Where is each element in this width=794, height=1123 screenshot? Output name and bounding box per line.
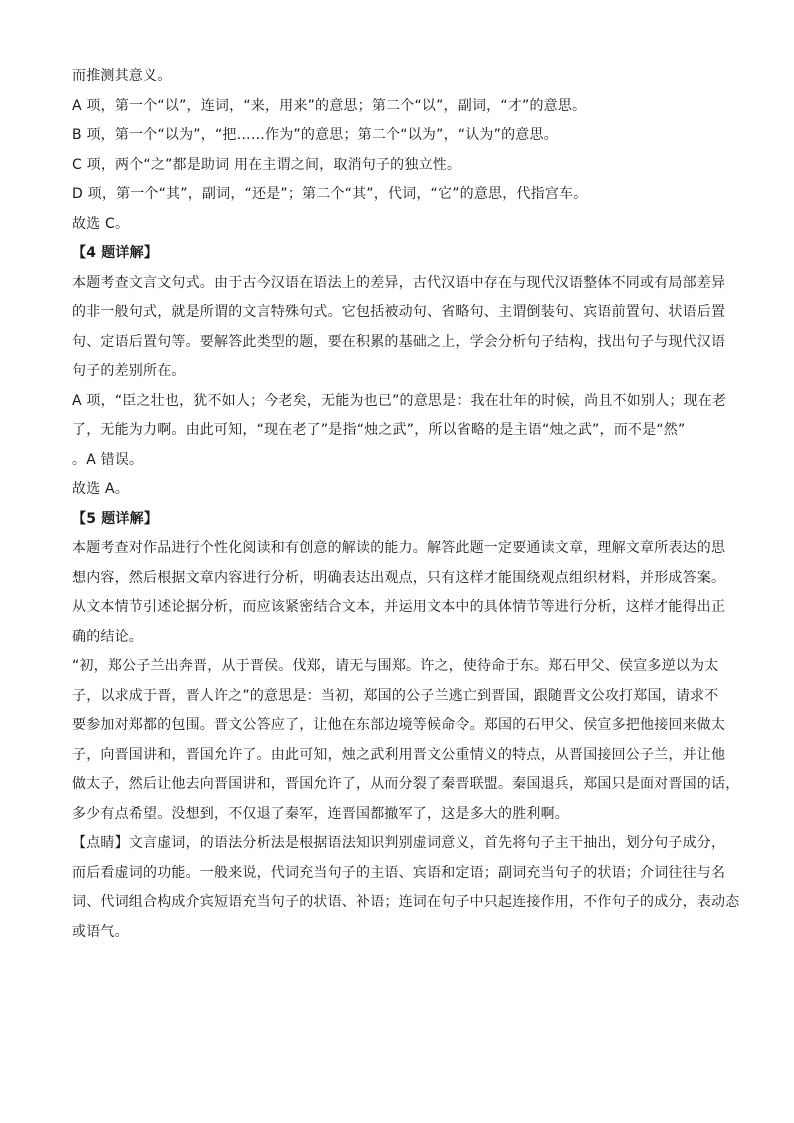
text-line: 子，以求成于晋，晋人许之”的意思是：当初，郑国的公子兰逃亡到晋国，跟随晋文公攻打郑国，请求不 xyxy=(72,687,719,704)
text-line: 想内容，然后根据文章内容进行分析，明确表达出观点，只有这样才能围绕观点组织材料，并形成答案。 xyxy=(72,569,726,586)
text-line: 从文本情节引述论据分析，而应该紧密结合文本，并运用文本中的具体情节等进行分析，这样才能得出正 xyxy=(72,599,726,615)
section-heading: 【4 题详解】 xyxy=(72,245,159,261)
text-line: 本题考查文言文句式。由于古今汉语在语法上的差异，古代汉语中存在与现代汉语整体不同或有局部差异 xyxy=(72,274,726,291)
text-line: 句子的差别所在。 xyxy=(72,363,186,379)
text-line: 或语气。 xyxy=(72,923,129,940)
text-line: 子，向晋国讲和，晋国允许了。由此可知，烛之武利用晋文公重情义的特点，从晋国接回公子兰，并让他 xyxy=(72,746,726,763)
text-line: 做太子，然后让他去向晋国讲和，晋国允许了，从而分裂了秦晋联盟。秦国退兵，郑国只是面对晋国的话， xyxy=(72,776,740,792)
text-line: 了，无能为力啊。由此可知，“现在老了”是指“烛之武”，所以省略的是主语“烛之武”，而不是“然” xyxy=(72,422,686,438)
text-line: 多少有点希望。没想到，不仅退了秦军，连晋国都撤军了，这是多大的胜利啊。 xyxy=(72,805,569,822)
text-line: 而推测其意义。 xyxy=(72,68,172,84)
text-line: 。A 错误。 xyxy=(72,451,144,468)
text-line: A 项，“臣之壮也，犹不如人；今老矣，无能为也已”的意思是：我在壮年的时候，尚且不如别人；现在老 xyxy=(72,392,727,409)
text-line: 【点睛】文言虚词，的语法分析法是根据语法知识判别虚词意义，首先将句子主干抽出，划分句子成分， xyxy=(72,835,726,851)
text-line: C 项，两个“之”都是助词 用在主谓之间，取消句子的独立性。 xyxy=(72,156,462,173)
text-line: 句、定语后置句等。要解答此类型的题，要在积累的基础之上，学会分析句子结构，找出句子与现代汉语 xyxy=(72,333,726,350)
document-page xyxy=(72,62,740,947)
text-line: “初，郑公子兰出奔晋，从于晋侯。伐郑，请无与围郑。许之，使待命于东。郑石甲父、侯宣多逆以为太 xyxy=(72,658,719,674)
text-line: 本题考查对作品进行个性化阅读和有创意的解读的能力。解答此题一定要通读文章，理解文章所表达的思 xyxy=(72,540,726,556)
text-line: 要参加对郑都的包围。晋文公答应了，让他在东部边境等候命令。郑国的石甲父、侯宣多把他接回来做太 xyxy=(72,717,726,733)
text-line: 的非一般句式，就是所谓的文言特殊句式。它包括被动句、省略句、主谓倒装句、宾语前置句、状语后置 xyxy=(72,304,726,320)
text-line: 故选 C。 xyxy=(72,215,130,232)
text-line: 而后看虚词的功能。一般来说，代词充当句子的主语、宾语和定语；副词充当句子的状语；介词往往与名 xyxy=(72,864,726,881)
text-line: B 项，第一个“以为”，“把……作为”的意思；第二个“以为”，“认为”的意思。 xyxy=(72,127,558,143)
text-line: D 项，第一个“其”，副词，“还是”；第二个“其”，代词，“它”的意思，代指宫车。 xyxy=(72,186,588,202)
text-line: 词、代词组合构成介宾短语充当句子的状语、补语；连词在句子中只起连接作用，不作句子的成分，表动态 xyxy=(72,894,740,910)
section-heading: 【5 题详解】 xyxy=(72,510,159,527)
text-line: 确的结论。 xyxy=(72,628,143,645)
text-line: 故选 A。 xyxy=(72,481,130,497)
text-line: A 项，第一个“以”，连词，“来，用来”的意思；第二个“以”，副词，“才”的意思。 xyxy=(72,97,587,114)
